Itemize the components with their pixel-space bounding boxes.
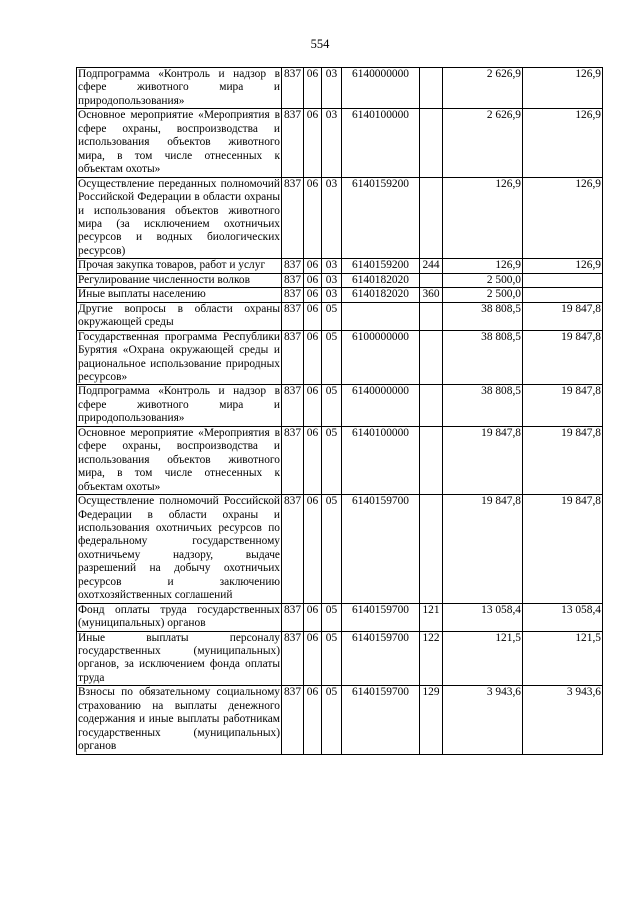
subsection-code: 05 <box>322 302 342 330</box>
amount-1: 3 943,6 <box>443 686 523 754</box>
target-article-code: 6140100000 <box>342 109 420 177</box>
amount-1: 2 626,9 <box>443 68 523 109</box>
target-article-code: 6140182020 <box>342 273 420 287</box>
expense-type-code: 121 <box>420 603 443 631</box>
target-article-code: 6140159700 <box>342 631 420 686</box>
amount-2: 3 943,6 <box>523 686 603 754</box>
amount-1: 126,9 <box>443 259 523 273</box>
subsection-code: 03 <box>322 259 342 273</box>
table-row <box>77 302 603 330</box>
table-row <box>77 68 603 109</box>
table-row <box>77 330 603 385</box>
section-code: 06 <box>304 495 322 604</box>
target-article-code: 6140000000 <box>342 385 420 426</box>
amount-1: 2 500,0 <box>443 288 523 302</box>
amount-2: 19 847,8 <box>523 495 603 604</box>
target-article-code: 6140159700 <box>342 686 420 754</box>
row-name: Иные выплаты персоналу государственных (муниципальных) органов, за исключением фонда оплаты труда <box>78 631 280 684</box>
row-name: Регулирование численности волков <box>77 273 282 287</box>
budget-rows <box>77 68 603 755</box>
amount-2: 19 847,8 <box>523 426 603 494</box>
expense-type-code: 360 <box>420 288 443 302</box>
target-article-code: 6140159200 <box>342 259 420 273</box>
row-name: Государственная программа Республики Бурятия «Охрана окружающей среды и рациональное использование природных ресурсов» <box>78 330 280 383</box>
amount-1: 19 847,8 <box>443 426 523 494</box>
subsection-code: 05 <box>322 686 342 754</box>
section-code: 06 <box>304 385 322 426</box>
ministry-code: 837 <box>282 288 304 302</box>
subsection-code: 05 <box>322 603 342 631</box>
amount-2: 126,9 <box>523 177 603 259</box>
section-code: 06 <box>304 273 322 287</box>
subsection-code: 05 <box>322 330 342 385</box>
amount-2: 126,9 <box>523 259 603 273</box>
ministry-code: 837 <box>282 330 304 385</box>
amount-1: 2 626,9 <box>443 109 523 177</box>
subsection-code: 05 <box>322 495 342 604</box>
ministry-code: 837 <box>282 259 304 273</box>
target-article-code <box>342 302 420 330</box>
subsection-code: 03 <box>322 109 342 177</box>
subsection-code: 03 <box>322 68 342 109</box>
ministry-code: 837 <box>282 177 304 259</box>
amount-2: 121,5 <box>523 631 603 686</box>
expense-type-code <box>420 330 443 385</box>
table-row <box>77 177 603 259</box>
target-article-code: 6140100000 <box>342 426 420 494</box>
row-name: Осуществление переданных полномочий Российской Федерации в области охраны и использования объектов животного мира (за исключением охотничьих ресурсов и водных биологических ресурсов) <box>78 177 280 257</box>
ministry-code: 837 <box>282 603 304 631</box>
target-article-code: 6140159700 <box>342 495 420 604</box>
subsection-code: 03 <box>322 273 342 287</box>
section-code: 06 <box>304 288 322 302</box>
target-article-code: 6100000000 <box>342 330 420 385</box>
row-name: Основное мероприятие «Мероприятия в сфере охраны, воспроизводства и использования объектов животного мира, в том числе отнесенных к объектам охоты» <box>78 426 280 493</box>
expense-type-code: 129 <box>420 686 443 754</box>
ministry-code: 837 <box>282 686 304 754</box>
section-code: 06 <box>304 302 322 330</box>
amount-2: 13 058,4 <box>523 603 603 631</box>
row-name: Иные выплаты населению <box>77 288 282 302</box>
page-number: 554 <box>310 37 330 51</box>
amount-2: 126,9 <box>523 68 603 109</box>
row-name: Фонд оплаты труда государственных (муниципальных) органов <box>78 603 280 630</box>
amount-2: 126,9 <box>523 109 603 177</box>
section-code: 06 <box>304 426 322 494</box>
target-article-code: 6140182020 <box>342 288 420 302</box>
subsection-code: 05 <box>322 426 342 494</box>
amount-1: 2 500,0 <box>443 273 523 287</box>
amount-1: 121,5 <box>443 631 523 686</box>
table-row <box>77 288 603 302</box>
ministry-code: 837 <box>282 495 304 604</box>
expense-type-code <box>420 302 443 330</box>
table-row <box>77 385 603 426</box>
expense-type-code: 244 <box>420 259 443 273</box>
section-code: 06 <box>304 68 322 109</box>
table-row <box>77 603 603 631</box>
expense-type-code <box>420 68 443 109</box>
row-name: Прочая закупка товаров, работ и услуг <box>77 259 282 273</box>
table-row <box>77 495 603 604</box>
table-row <box>77 109 603 177</box>
expense-type-code <box>420 426 443 494</box>
section-code: 06 <box>304 259 322 273</box>
ministry-code: 837 <box>282 426 304 494</box>
ministry-code: 837 <box>282 273 304 287</box>
subsection-code: 05 <box>322 631 342 686</box>
table-row <box>77 259 603 273</box>
row-name: Основное мероприятие «Мероприятия в сфере охраны, воспроизводства и использования объектов животного мира, в том числе отнесенных к объектам охоты» <box>78 109 280 176</box>
amount-1: 38 808,5 <box>443 385 523 426</box>
subsection-code: 05 <box>322 385 342 426</box>
amount-2 <box>523 288 603 302</box>
subsection-code: 03 <box>322 177 342 259</box>
section-code: 06 <box>304 177 322 259</box>
ministry-code: 837 <box>282 385 304 426</box>
target-article-code: 6140000000 <box>342 68 420 109</box>
table-row <box>77 273 603 287</box>
expense-type-code <box>420 495 443 604</box>
table-row <box>77 631 603 686</box>
target-article-code: 6140159700 <box>342 603 420 631</box>
amount-1: 126,9 <box>443 177 523 259</box>
section-code: 06 <box>304 603 322 631</box>
section-code: 06 <box>304 109 322 177</box>
row-name: Другие вопросы в области охраны окружающей среды <box>78 302 280 329</box>
row-name: Осуществление полномочий Российской Федерации в области охраны и использования охотничьих ресурсов по федеральному государственному охотничьему надзору, выдаче разрешений на добычу охотничьих ресурсов и заключению охотхозяйственных соглашений <box>78 495 280 602</box>
expense-type-code <box>420 385 443 426</box>
table-row <box>77 426 603 494</box>
amount-2: 19 847,8 <box>523 302 603 330</box>
expense-type-code <box>420 177 443 259</box>
amount-2: 19 847,8 <box>523 330 603 385</box>
amount-1: 13 058,4 <box>443 603 523 631</box>
expense-type-code: 122 <box>420 631 443 686</box>
budget-table <box>76 67 603 755</box>
amount-2: 19 847,8 <box>523 385 603 426</box>
table-row <box>77 686 603 754</box>
amount-2 <box>523 273 603 287</box>
ministry-code: 837 <box>282 68 304 109</box>
ministry-code: 837 <box>282 631 304 686</box>
row-name: Подпрограмма «Контроль и надзор в сфере животного мира и природопользования» <box>78 385 280 425</box>
ministry-code: 837 <box>282 109 304 177</box>
row-name: Взносы по обязательному социальному страхованию на выплаты денежного содержания и иные выплаты работникам государственных (муниципальных) органов <box>78 686 280 753</box>
section-code: 06 <box>304 686 322 754</box>
amount-1: 38 808,5 <box>443 330 523 385</box>
section-code: 06 <box>304 330 322 385</box>
subsection-code: 03 <box>322 288 342 302</box>
amount-1: 38 808,5 <box>443 302 523 330</box>
ministry-code: 837 <box>282 302 304 330</box>
expense-type-code <box>420 273 443 287</box>
expense-type-code <box>420 109 443 177</box>
amount-1: 19 847,8 <box>443 495 523 604</box>
row-name: Подпрограмма «Контроль и надзор в сфере животного мира и природопользования» <box>78 68 280 107</box>
target-article-code: 6140159200 <box>342 177 420 259</box>
section-code: 06 <box>304 631 322 686</box>
